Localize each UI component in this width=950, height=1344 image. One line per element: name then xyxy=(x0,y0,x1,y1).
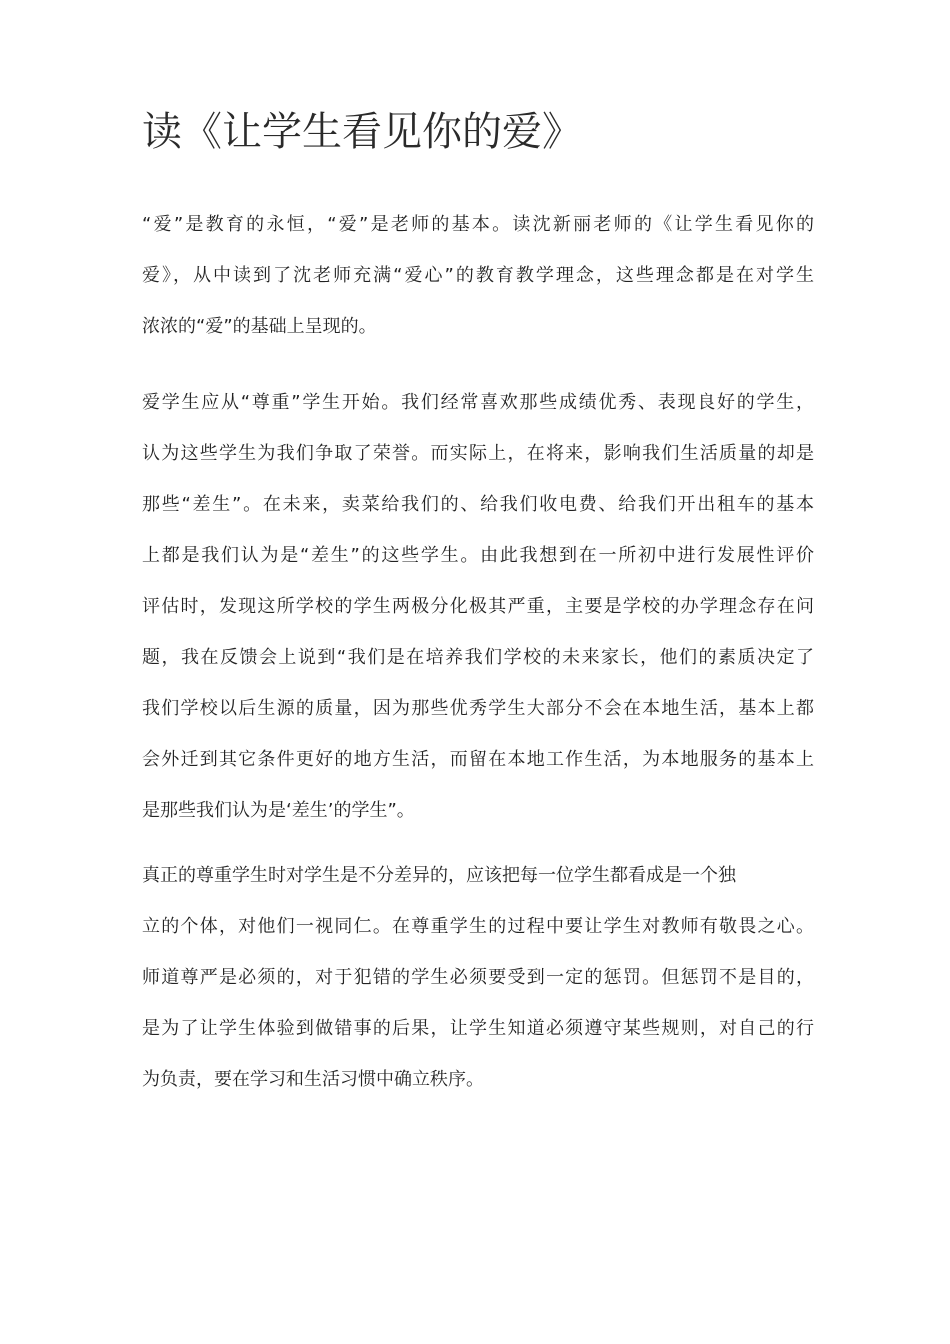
paragraph-line: 是那些我们认为是‘差生’的学生”。 xyxy=(142,800,415,821)
paragraph-line: 师道尊严是必须的，对于犯错的学生必须要受到一定的惩罚。但惩罚不是目的， xyxy=(142,967,814,988)
paragraph-line: 那些“差生”。在未来，卖菜给我们的、给我们收电费、给我们开出租车的基本 xyxy=(142,494,814,515)
paragraph-line: 真正的尊重学生时对学生是不分差异的，应该把每一位学生都看成是一个独 xyxy=(142,865,736,886)
paragraph-line: 爱》，从中读到了沈老师充满“爱心”的教育教学理念，这些理念都是在对学生 xyxy=(142,265,814,286)
paragraph-line: 上都是我们认为是“差生”的这些学生。由此我想到在一所初中进行发展性评价 xyxy=(142,545,814,566)
paragraph-line: 立的个体，对他们一视同仁。在尊重学生的过程中要让学生对教师有敬畏之心。 xyxy=(142,916,814,937)
paragraph-line: 浓浓的“爱”的基础上呈现的。 xyxy=(142,316,377,337)
paragraph-line: “爱”是教育的永恒，“爱”是老师的基本。读沈新丽老师的《让学生看见你的 xyxy=(142,214,814,235)
paragraph-intro xyxy=(142,199,814,352)
paragraph-respect xyxy=(142,377,814,836)
paragraph-line: 认为这些学生为我们争取了荣誉。而实际上，在将来，影响我们生活质量的却是 xyxy=(142,443,814,464)
paragraph-line: 爱学生应从“尊重”学生开始。我们经常喜欢那些成绩优秀、表现良好的学生， xyxy=(142,392,814,413)
paragraph-line: 会外迁到其它条件更好的地方生活，而留在本地工作生活，为本地服务的基本上 xyxy=(142,749,814,770)
document-title: 读《让学生看见你的爱》 xyxy=(142,109,582,155)
paragraph-line: 为负责，要在学习和生活习惯中确立秩序。 xyxy=(142,1069,484,1090)
paragraph-line: 评估时，发现这所学校的学生两极分化极其严重，主要是学校的办学理念存在问 xyxy=(142,596,814,617)
paragraph-line: 是为了让学生体验到做错事的后果，让学生知道必须遵守某些规则，对自己的行 xyxy=(142,1018,814,1039)
paragraph-line: 题，我在反馈会上说到“我们是在培养我们学校的未来家长，他们的素质决定了 xyxy=(142,647,814,668)
paragraph-equality xyxy=(142,850,814,1105)
paragraph-line: 我们学校以后生源的质量，因为那些优秀学生大部分不会在本地生活，基本上都 xyxy=(142,698,814,719)
